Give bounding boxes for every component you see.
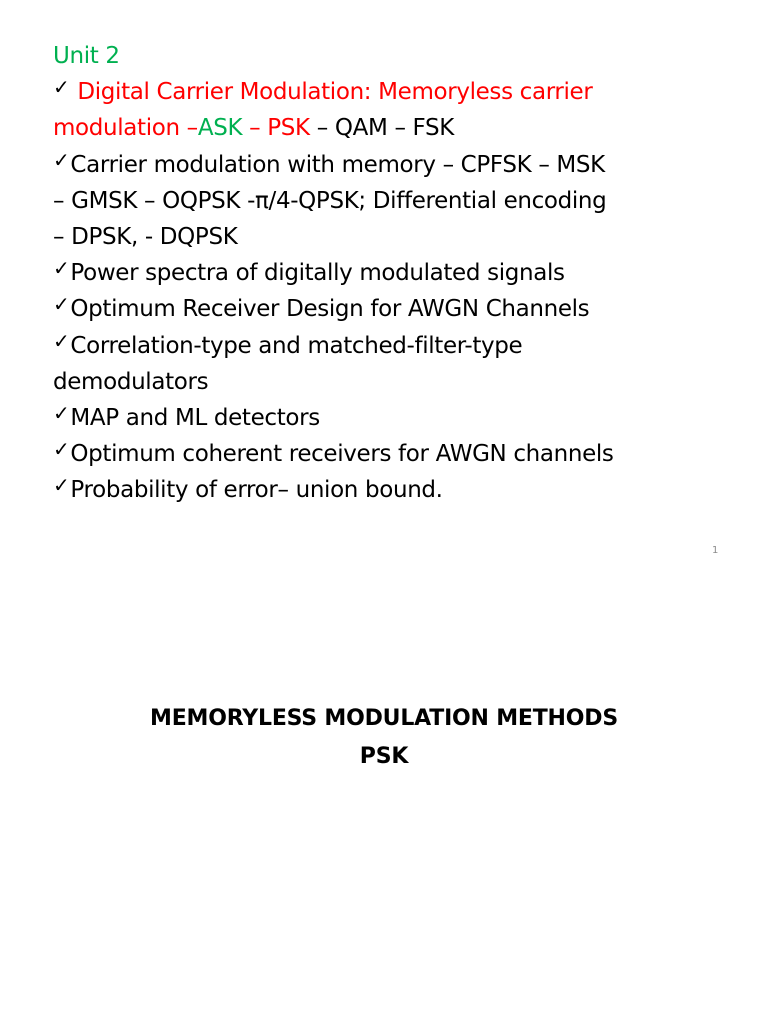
- checkmark-icon: ✓: [53, 400, 70, 425]
- topic-text: Optimum Receiver Design for AWGN Channels: [70, 296, 590, 323]
- topic-text: MAP and ML detectors: [70, 404, 320, 431]
- topic-text-ask: ASK: [197, 115, 243, 142]
- topic-digital-carrier-modulation-cont: [53, 110, 753, 146]
- checkmark-icon: ✓: [53, 437, 70, 462]
- topic-text: Correlation-type and matched-filter-type: [70, 332, 523, 359]
- topic-text: Digital Carrier Modulation: Memoryless carrier: [70, 79, 593, 106]
- topic-text: Optimum coherent receivers for AWGN channels: [70, 441, 614, 468]
- topic-optimum-receiver: [53, 291, 753, 327]
- checkmark-icon: ✓: [53, 292, 70, 317]
- slide-2: [0, 560, 768, 1024]
- topic-text: Carrier modulation with memory – CPFSK – MSK: [70, 151, 605, 178]
- topic-text: modulation –: [53, 115, 198, 142]
- topic-map-ml-detectors: [53, 400, 753, 436]
- unit-title: Unit 2: [53, 43, 120, 69]
- checkmark-icon: ✓: [53, 256, 70, 281]
- topic-text: Power spectra of digitally modulated signals: [70, 260, 565, 287]
- checkmark-icon: ✓: [53, 75, 70, 100]
- checkmark-icon: ✓: [53, 147, 70, 172]
- topic-coherent-receivers: [53, 436, 753, 472]
- slide-1-content: [53, 38, 753, 508]
- topic-carrier-modulation-memory-cont1: – GMSK – OQPSK -π/4-QPSK; Differential encoding: [53, 187, 607, 214]
- topic-text-dash: –: [242, 115, 268, 142]
- topic-carrier-modulation-memory: [53, 147, 753, 183]
- checkmark-icon: ✓: [53, 328, 70, 353]
- slide-2-title: [0, 700, 768, 776]
- topic-correlation-demodulators-cont: demodulators: [53, 368, 209, 395]
- topic-text-psk: PSK: [267, 115, 310, 142]
- topic-probability-of-error: [53, 472, 753, 508]
- topic-text: Probability of error– union bound.: [70, 477, 443, 504]
- slide-2-title-line1: MEMORYLESS MODULATION METHODS: [150, 706, 618, 731]
- topic-carrier-modulation-memory-cont2: – DPSK, - DQPSK: [53, 223, 238, 250]
- topic-power-spectra: [53, 255, 753, 291]
- topic-text-rest: – QAM – FSK: [309, 115, 455, 142]
- topic-digital-carrier-modulation: [53, 74, 753, 110]
- checkmark-icon: ✓: [53, 473, 70, 498]
- slide-2-title-line2: PSK: [359, 744, 409, 769]
- topic-correlation-demodulators: [53, 328, 753, 364]
- page-number: 1: [712, 545, 719, 556]
